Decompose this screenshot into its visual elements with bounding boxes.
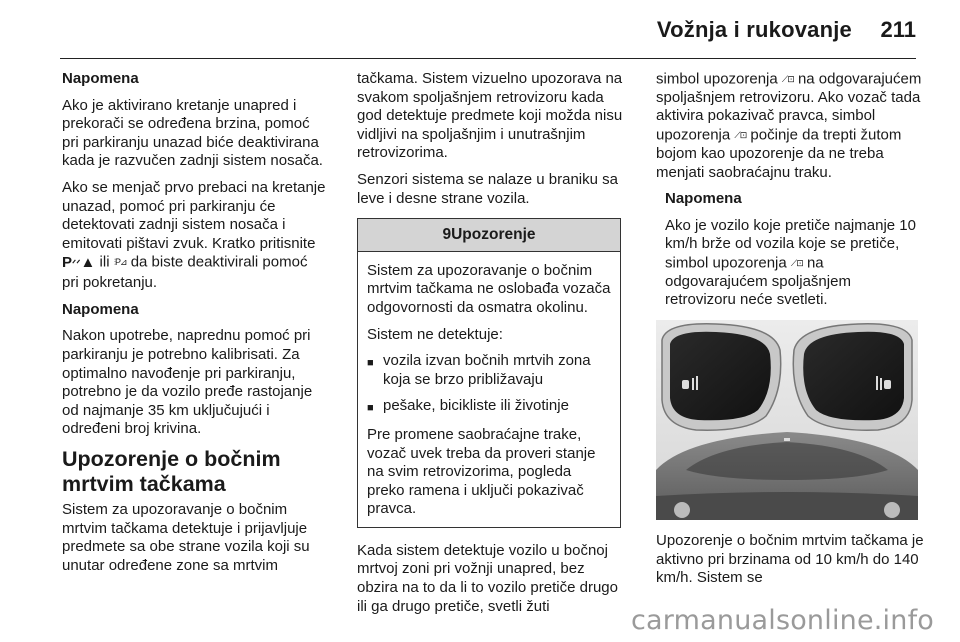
park-assist-advanced-icon: ⫶P⊿ bbox=[113, 257, 127, 268]
note-heading: Napomena bbox=[62, 70, 139, 87]
paragraph: tačkama. Sistem vizuelno upozorava na svakom spoljašnjem retrovizoru kada god detektuje predmete koji možda nisu vidljivi na spoljašnjim i unutrašnjim retrovizorima. bbox=[357, 70, 623, 162]
paragraph: Kada sistem detektuje vozilo u bočnoj mrtvoj zoni pri vožnji unapred, bez obzira na to da li to vozilo pretiče drugo ili ga drugo pretiče, svetli žuti bbox=[357, 541, 618, 615]
page-number: 211 bbox=[880, 17, 916, 42]
blind-spot-warning-icon: ⟋⊡ bbox=[781, 74, 794, 84]
warning-text: Sistem ne detektuje: bbox=[367, 325, 503, 343]
paragraph-text: da biste deaktivirali pomoć pri pokretanju. bbox=[62, 253, 308, 292]
note-text-part: na odgovarajućem spoljašnjem retrovizoru neće svetleti. bbox=[665, 254, 851, 309]
column-1 bbox=[62, 70, 326, 583]
column-2 bbox=[357, 70, 625, 624]
note-heading: Napomena bbox=[62, 300, 139, 318]
warning-symbol-icon: 9 bbox=[442, 226, 452, 244]
note-text: Nakon upotrebe, naprednu pomoć pri parkiranju je potrebno kalibrisati. Za optimalno navođenje pri parkiranju, potrebno je da vozilo pređe rastojanje od najmanje 35 km uključujući i određeni broj krivina. bbox=[62, 327, 313, 438]
paragraph-text: počinje da trepti žutom bojom kao upozorenje da ne treba menjati saobraćajnu traku. bbox=[656, 126, 902, 181]
paragraph bbox=[656, 70, 924, 182]
paragraph: Sistem za upozoravanje o bočnim mrtvim tačkama detektuje i prijavljuje predmete sa obe strane vozila koji su unutar određene zone sa mrtvim bbox=[62, 500, 310, 574]
bullet-square-icon: ■ bbox=[367, 357, 374, 370]
warning-body bbox=[358, 252, 620, 527]
warning-title: Upozorenje bbox=[451, 226, 536, 244]
blind-spot-warning-icon: ⟋⊡ bbox=[734, 130, 747, 141]
note-text: Ako je aktivirano kretanje unapred i prekorači se određena brzina, pomoć pri parkiranju unazad biće deaktivirana kada je razvučen zadnji sistem nosača. bbox=[62, 96, 323, 170]
paragraph-text: na odgovarajućem spoljašnjem retrovizoru. Ako vozač tada aktivira pokazivač pravca, simbol upozorenja bbox=[656, 70, 922, 144]
bullet-text: vozila izvan bočnih mrtvih zona koja se brzo približavaju bbox=[383, 352, 591, 388]
note-text-part: Ako je vozilo koje pretiče najmanje 10 km/h brže od vozila koje se pretiče, simbol upozorenja bbox=[665, 216, 916, 272]
paragraph-text: ili bbox=[99, 253, 110, 271]
bullet-square-icon: ■ bbox=[367, 402, 374, 415]
section-title: Upozorenje o bočnim mrtvim tačkama bbox=[62, 446, 281, 496]
note-heading: Napomena bbox=[665, 190, 742, 208]
car-mirrors-image bbox=[656, 320, 918, 520]
paragraph-text: simbol upozorenja bbox=[656, 70, 778, 88]
page-header-title: Vožnja i rukovanje bbox=[656, 17, 852, 42]
paragraph: Senzori sistema se nalaze u braniku sa leve i desne strane vozila. bbox=[357, 170, 618, 207]
paragraph: Upozorenje o bočnim mrtvim tačkama je aktivno pri brzinama od 10 km/h do 140 km/h. Sistem se bbox=[656, 531, 924, 587]
paragraph bbox=[62, 179, 326, 293]
warning-text: Pre promene saobraćajne trake, vozač uvek treba da proveri stanje na svim retrovizorima, pogleda preko ramena i uključi pokazivač pravca. bbox=[367, 425, 596, 518]
park-assist-icon: Pᐟᐟ▲ bbox=[62, 253, 96, 271]
bullet-item bbox=[367, 352, 611, 389]
column-3 bbox=[656, 70, 924, 596]
warning-box bbox=[357, 218, 621, 528]
header-rule bbox=[60, 58, 916, 59]
bullet-item bbox=[367, 397, 611, 418]
watermark: carmanualsonline.info bbox=[631, 605, 934, 636]
mirror-illustration bbox=[656, 320, 918, 520]
paragraph-text: Ako se menjač prvo prebaci na kretanje unazad, pomoć pri parkiranju će detektovati zadnji sistem nosača i emitovati pištavi zvuk. Kratko pritisnite bbox=[62, 178, 326, 252]
warning-text: Sistem za upozoravanje o bočnim mrtvim tačkama ne oslobađa vozača odgovornosti da osmatra okolinu. bbox=[367, 261, 611, 316]
warning-header bbox=[358, 219, 620, 252]
note-text bbox=[665, 217, 924, 310]
note-block bbox=[665, 190, 924, 310]
blind-spot-warning-icon: ⟋⊡ bbox=[790, 257, 803, 268]
bullet-text: pešake, bicikliste ili životinje bbox=[383, 397, 569, 415]
